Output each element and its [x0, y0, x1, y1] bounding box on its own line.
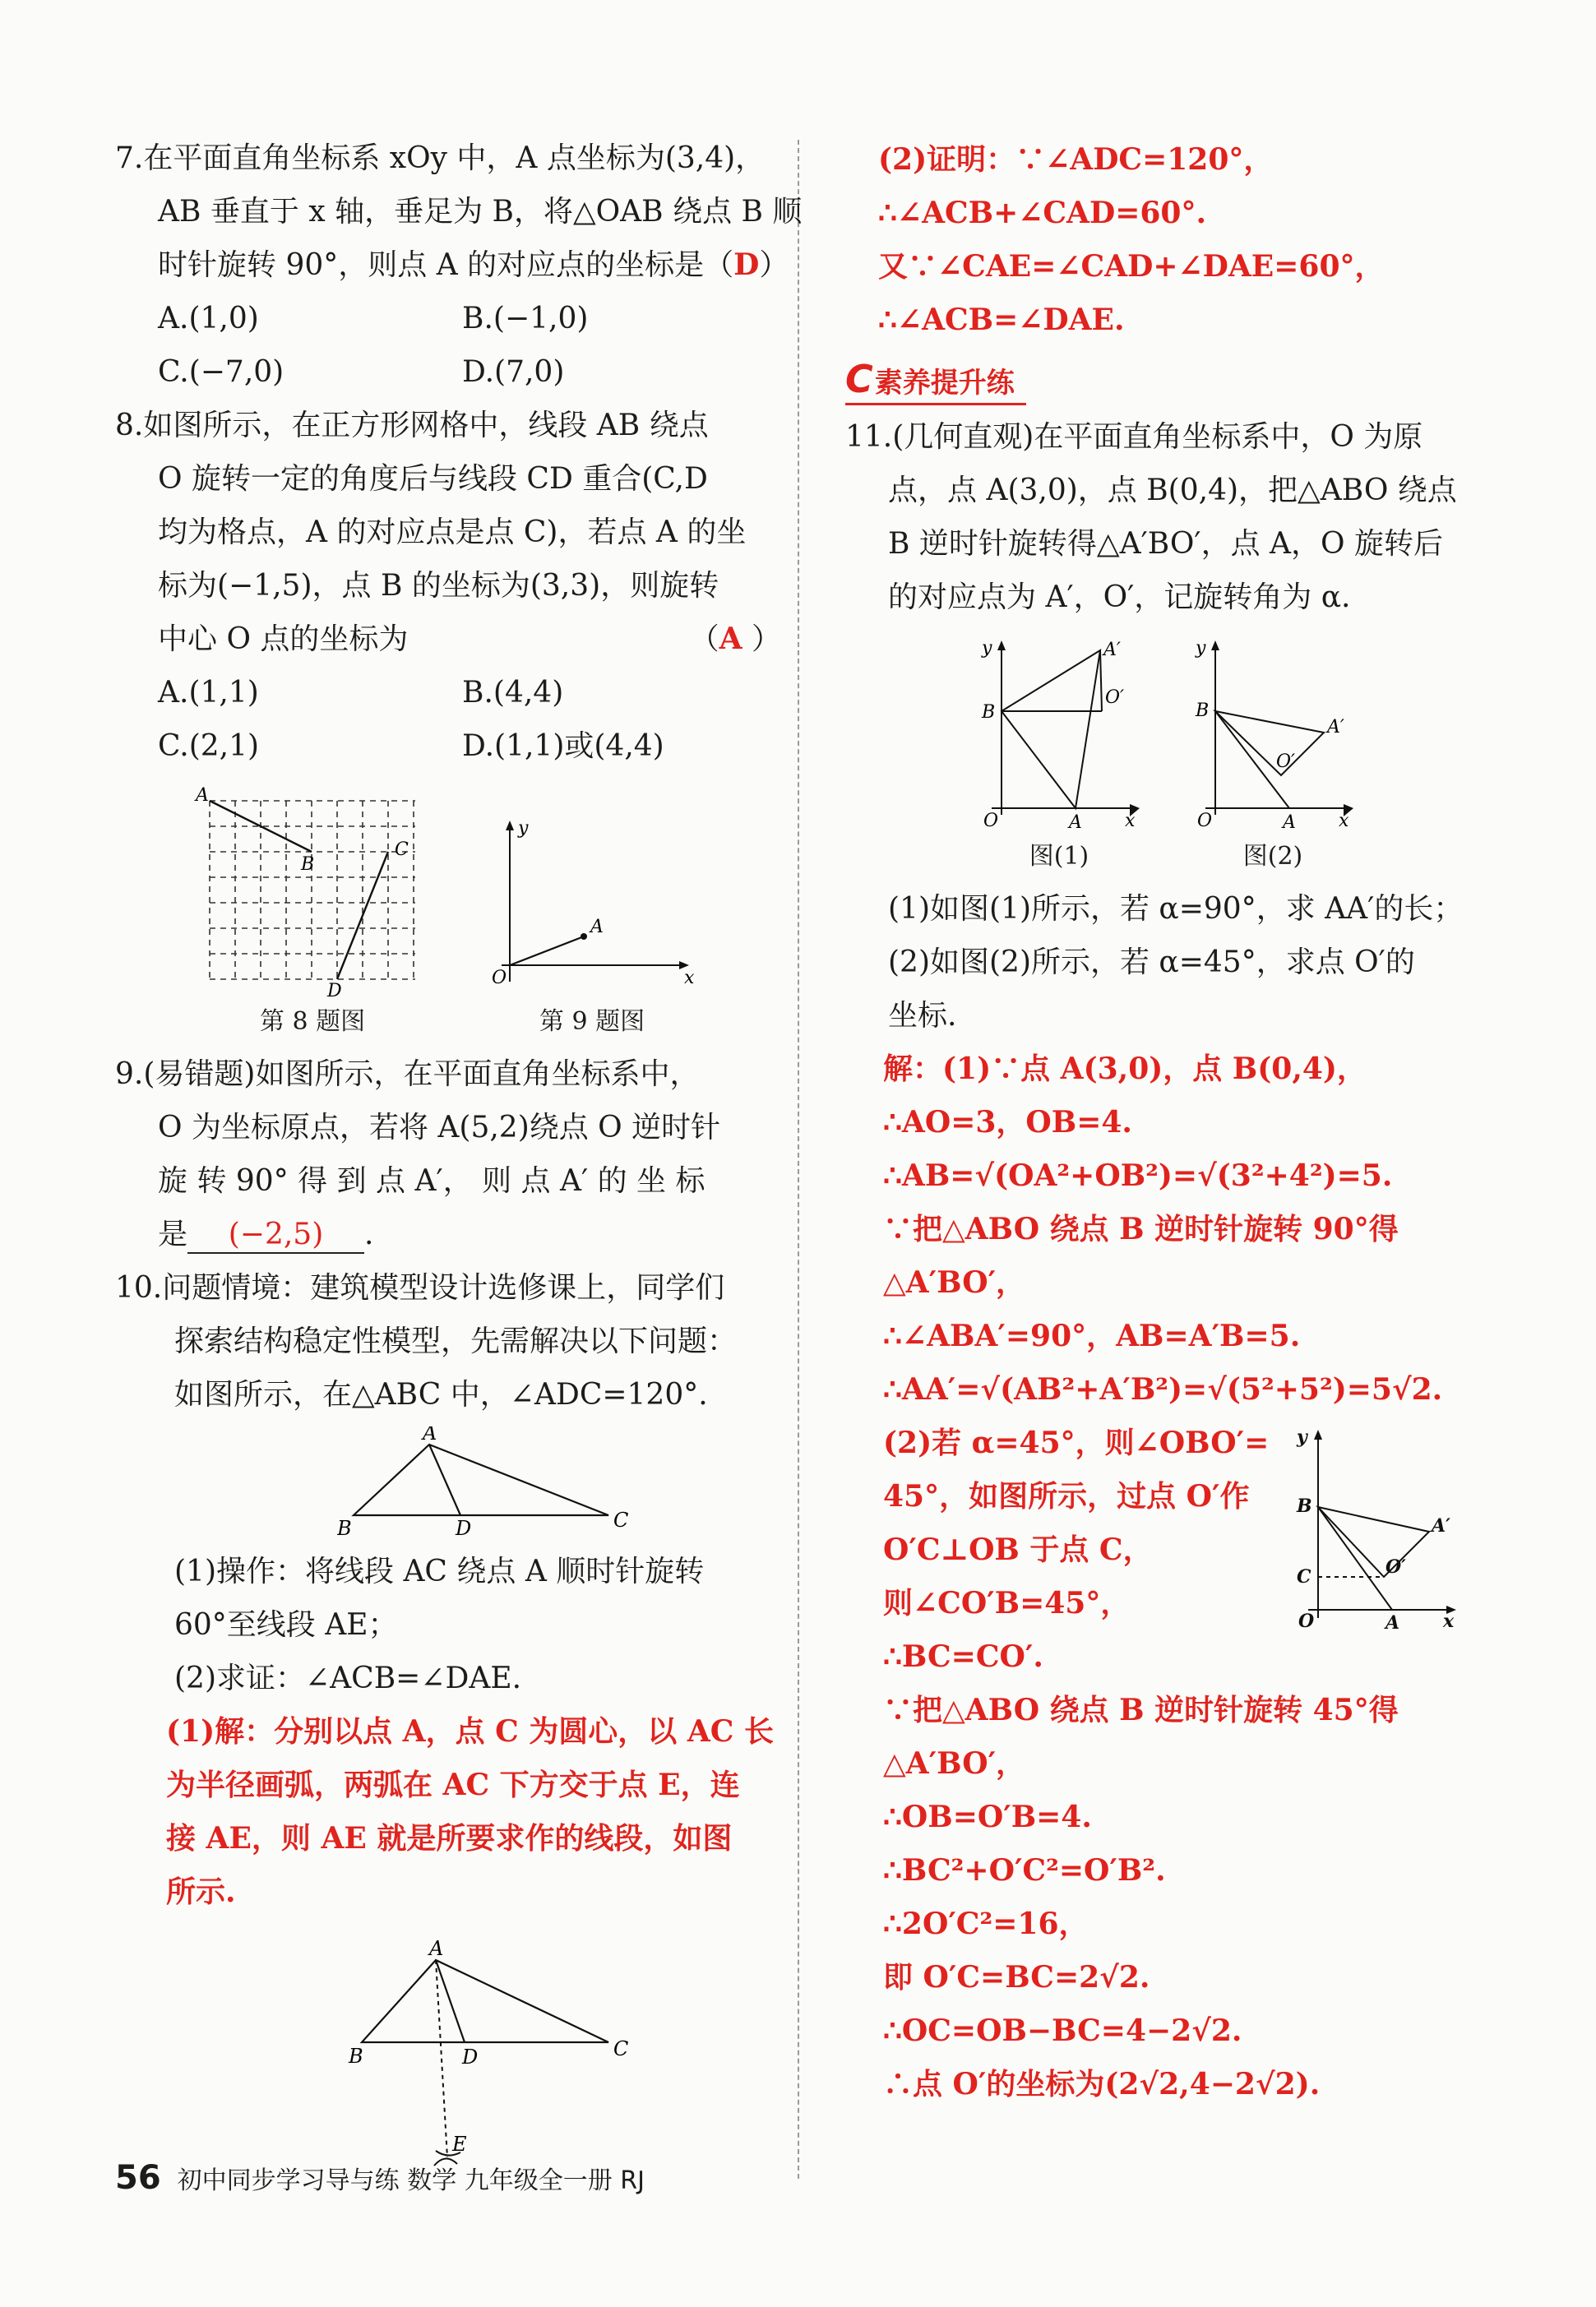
- rotation-with-c-figure: [1285, 1425, 1466, 1630]
- q8-options-row: [115, 719, 781, 773]
- label-e: E: [452, 2133, 467, 2156]
- q11-solution: [845, 1043, 1503, 2111]
- label-o-prime: O′: [1386, 1556, 1407, 1578]
- label-y: y: [518, 818, 529, 839]
- solution-line: ∴OB=O′B=4.: [883, 1800, 1092, 1834]
- q9-answer: (−2,5): [187, 1218, 364, 1254]
- label-a: A: [1283, 812, 1296, 833]
- q11-line: 点，点 A(3,0)，点 B(0,4)，把△ABO 绕点: [888, 474, 1457, 507]
- label-x: x: [1125, 811, 1136, 831]
- label-y: y: [982, 638, 992, 659]
- solution-line: △A′BO′，: [883, 1746, 1026, 1781]
- solution-line: O′C⊥OB 于点 C，: [883, 1533, 1153, 1567]
- rotation-90-figure: [969, 636, 1150, 833]
- q11-part2-text: [883, 1417, 1269, 1684]
- label-o: O: [1298, 1611, 1315, 1630]
- q11-part2-block: [883, 1417, 1503, 1684]
- triangle-construction-figure: [337, 1935, 633, 2174]
- label-c: C: [613, 2037, 629, 2060]
- solution-line: ∵把△ABO 绕点 B 逆时针旋转 90°得: [883, 1212, 1399, 1246]
- q8-line: O 旋转一定的角度后与线段 CD 重合(C,D: [158, 462, 708, 496]
- label-a: A: [429, 1937, 444, 1960]
- question-8: [115, 399, 781, 1043]
- label-a: A: [423, 1426, 437, 1445]
- section-title: 素养提升练: [874, 367, 1015, 400]
- label-a-prime: A′: [1432, 1515, 1451, 1537]
- q11-line: 的对应点为 A′，O′，记旋转角为 α.: [888, 580, 1351, 614]
- solution-line: 则∠CO′B=45°，: [883, 1586, 1131, 1620]
- q11-part2-figure: [1285, 1425, 1466, 1684]
- q7-line: [115, 238, 789, 292]
- q11-figures: [845, 636, 1503, 877]
- q9-line: 旋 转 90° 得 到 点 A′， 则 点 A′ 的 坐 标: [158, 1164, 705, 1198]
- q7-option-d: D.(7,0): [462, 355, 565, 389]
- label-a-prime: A′: [1327, 717, 1344, 737]
- q11-fig2-caption: 图(2): [1242, 842, 1303, 871]
- label-o: O: [1197, 811, 1213, 831]
- q11-figure-2: [1182, 636, 1363, 877]
- label-a: A: [590, 917, 604, 937]
- solution-line: 45°，如图所示，过点 O′作: [883, 1479, 1250, 1514]
- q8-options-row: [115, 666, 781, 719]
- solution-line: ∴OC=OB−BC=4−2√2.: [883, 2013, 1242, 2048]
- label-y: y: [1196, 638, 1206, 659]
- solution-line: 即 O′C=BC=2√2.: [883, 1960, 1150, 1995]
- q8-line-text: 中心 O 点的坐标为: [158, 622, 409, 656]
- q8-fig-caption: 第 8 题图: [259, 1007, 366, 1036]
- q9-line: 9.(易错题)如图所示，在平面直角坐标系中，: [115, 1057, 700, 1091]
- column-divider: [798, 140, 799, 2179]
- q10-part: (2)求证：∠ACB=∠DAE.: [174, 1662, 522, 1695]
- solution-line: 为半径画弧，两弧在 AC 下方交于点 E，连: [166, 1768, 740, 1802]
- triangle-abc-figure: [337, 1426, 633, 1542]
- q10-line: 如图所示，在△ABC 中，∠ADC=120°.: [174, 1378, 708, 1412]
- q7-options-row: [115, 292, 781, 345]
- label-a: A: [196, 785, 209, 806]
- label-x: x: [1339, 811, 1349, 831]
- label-a: A: [1069, 812, 1082, 833]
- label-c: C: [395, 839, 409, 860]
- q7-options-row: [115, 345, 781, 399]
- solution-line: ∴∠ACB=∠DAE.: [878, 303, 1125, 337]
- q8-figure: [189, 784, 436, 1043]
- question-9: [115, 1047, 781, 1261]
- solution-line: 解：(1)∵点 A(3,0)，点 B(0,4)，: [883, 1052, 1367, 1086]
- q10-line: 10.问题情境：建筑模型设计选修课上，同学们: [115, 1271, 725, 1305]
- label-d: D: [327, 981, 342, 998]
- question-10: [115, 1261, 781, 2177]
- question-7: [115, 132, 803, 399]
- q11-part: (1)如图(1)所示，若 α=90°，求 AA′的长；: [888, 892, 1464, 926]
- label-b: B: [337, 1517, 352, 1540]
- q10-part: 60°至线段 AE；: [174, 1608, 398, 1642]
- q8-option-b: B.(4,4): [462, 676, 564, 710]
- label-o-prime: O′: [1276, 751, 1296, 772]
- label-a: A: [1386, 1612, 1400, 1630]
- label-b: B: [349, 2045, 363, 2068]
- q7-option-a: A.(1,0): [158, 302, 259, 335]
- label-d: D: [456, 1517, 472, 1540]
- q9-figure: [477, 809, 707, 1043]
- q11-fig1-caption: 图(1): [1029, 842, 1089, 871]
- label-x: x: [684, 968, 695, 988]
- solution-line: ∴2O′C²=16，: [883, 1907, 1089, 1941]
- section-heading: [845, 357, 1026, 405]
- label-c: C: [613, 1509, 629, 1532]
- q11-line: B 逆时针旋转得△A′BO′，点 A，O 旋转后: [888, 527, 1443, 561]
- rotation-45-figure: [1182, 636, 1363, 833]
- q8-line: [115, 613, 781, 666]
- label-b: B: [301, 854, 315, 875]
- solution-line: ∴∠ACB+∠CAD=60°.: [878, 196, 1207, 230]
- footer-text: 初中同步学习导与练 数学 九年级全一册 RJ: [177, 2166, 645, 2195]
- left-column: [115, 132, 803, 2177]
- coordinate-figure: [477, 809, 707, 998]
- q10-line: 探索结构稳定性模型，先需解决以下问题：: [174, 1325, 738, 1358]
- solution-line: ∴AA′=√(AB²+A′B²)=√(5²+5²)=5√2.: [883, 1372, 1443, 1407]
- q8-q9-figures: [115, 784, 781, 1043]
- q9-answer-line: [115, 1208, 781, 1261]
- label-b: B: [982, 702, 996, 723]
- label-y: y: [1297, 1426, 1308, 1448]
- label-x: x: [1443, 1611, 1455, 1630]
- q8-option-a: A.(1,1): [158, 676, 259, 710]
- q8-line: 标为(−1,5)，点 B 的坐标为(3,3)，则旋转: [158, 569, 719, 603]
- q7-option-c: C.(−7,0): [158, 355, 285, 389]
- solution-line: ∴AB=√(OA²+OB²)=√(3²+4²)=5.: [883, 1158, 1393, 1193]
- q9-fig-caption: 第 9 题图: [539, 1007, 645, 1036]
- label-a-prime: A′: [1103, 640, 1121, 660]
- solution-line: (2)若 α=45°，则∠OBO′=: [883, 1426, 1270, 1460]
- label-b: B: [1196, 700, 1210, 721]
- label-o: O: [492, 968, 507, 988]
- label-d: D: [462, 2046, 479, 2069]
- right-column: [845, 133, 1503, 2111]
- solution-line: ∴点 O′的坐标为(2√2,4−2√2).: [883, 2067, 1321, 2101]
- solution-line: ∴∠ABA′=90°，AB=A′B=5.: [883, 1319, 1301, 1353]
- page-footer: [115, 2159, 645, 2197]
- solution-line: 所示.: [166, 1875, 236, 1909]
- q10-figure: [115, 1426, 781, 1545]
- q10-solution-figure: [115, 1935, 781, 2177]
- q10-solution-1: [115, 1705, 781, 1919]
- q8-line: 均为格点，A 的对应点是点 C)，若点 A 的坐: [158, 515, 747, 549]
- solution-line: ∴AO=3，OB=4.: [883, 1105, 1132, 1140]
- label-c: C: [1297, 1566, 1311, 1588]
- q8-option-c: C.(2,1): [158, 729, 260, 763]
- label-o-prime: O′: [1105, 687, 1125, 708]
- solution-line: ∴BC²+O′C²=O′B².: [883, 1853, 1166, 1888]
- q7-paren: ）: [759, 248, 789, 282]
- q8-answer: A: [719, 622, 742, 656]
- grid-figure: [189, 784, 436, 998]
- solution-line: 接 AE，则 AE 就是所要求作的线段，如图: [166, 1821, 733, 1856]
- q9-prefix: 是: [158, 1218, 188, 1251]
- page-number: 56: [115, 2159, 161, 2197]
- q9-suffix: .: [364, 1218, 374, 1251]
- q7-line: 7.在平面直角坐标系 xOy 中，A 点坐标为(3,4)，: [115, 141, 766, 175]
- solution-line: (2)证明：∵∠ADC=120°，: [878, 142, 1274, 177]
- q7-option-b: B.(−1,0): [462, 302, 589, 335]
- segment-cd: [337, 852, 388, 979]
- solution-line: (1)解：分别以点 A，点 C 为圆心，以 AC 长: [166, 1714, 774, 1749]
- solution-line: 又∵∠CAE=∠CAD+∠DAE=60°，: [878, 249, 1385, 284]
- q11-line: 11.(几何直观)在平面直角坐标系中，O 为原: [845, 420, 1423, 454]
- solution-line: ∵把△ABO 绕点 B 逆时针旋转 45°得: [883, 1693, 1399, 1727]
- q7-line-text: 时针旋转 90°，则点 A 的对应点的坐标是（: [158, 248, 734, 282]
- q9-line: O 为坐标原点，若将 A(5,2)绕点 O 逆时针: [158, 1111, 721, 1144]
- q7-line: AB 垂直于 x 轴，垂足为 B，将△OAB 绕点 B 顺: [158, 195, 803, 229]
- q8-option-d: D.(1,1)或(4,4): [462, 729, 664, 763]
- question-11: [845, 410, 1503, 2111]
- solution-line: △A′BO′，: [883, 1265, 1026, 1300]
- q11-part: (2)如图(2)所示，若 α=45°，求点 O′的: [888, 945, 1415, 979]
- label-b: B: [1297, 1496, 1312, 1517]
- section-letter: C: [845, 357, 873, 401]
- solution-line: ∴BC=CO′.: [883, 1639, 1043, 1674]
- q11-figure-1: [969, 636, 1150, 877]
- q11-part: 坐标.: [888, 999, 957, 1033]
- q8-answer-paren: （A ）: [689, 622, 781, 656]
- q10-solution-2: [845, 133, 1503, 347]
- q8-line: 8.如图所示，在正方形网格中，线段 AB 绕点: [115, 409, 709, 442]
- label-o: O: [983, 811, 999, 831]
- q7-answer: D: [733, 247, 760, 282]
- q10-part: (1)操作：将线段 AC 绕点 A 顺时针旋转: [174, 1555, 705, 1588]
